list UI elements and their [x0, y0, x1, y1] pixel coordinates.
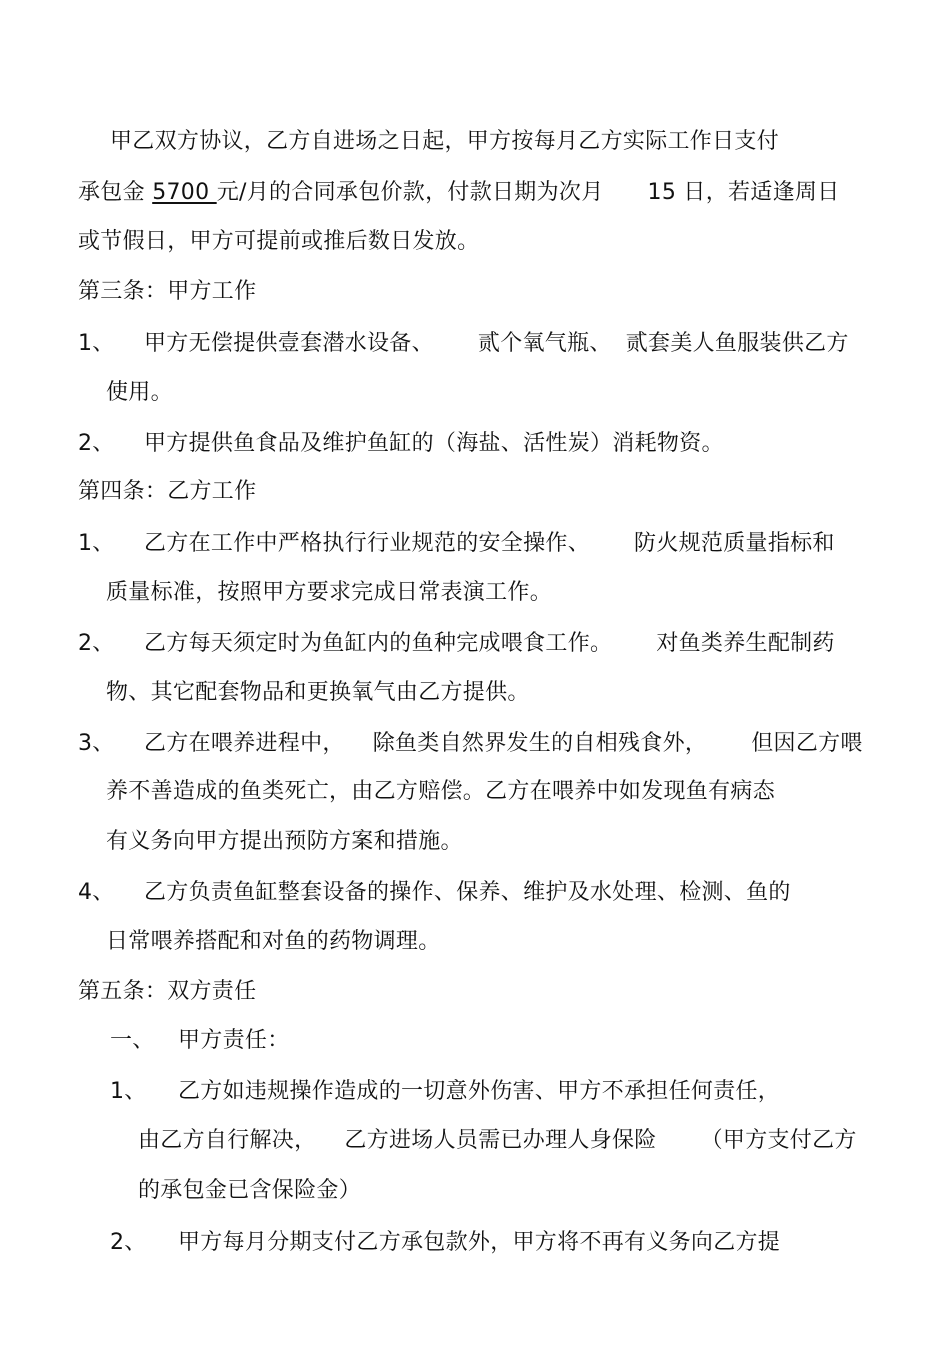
article4-item-1 — [78, 529, 115, 559]
payment-line-3 — [78, 227, 479, 257]
item-text: 使用。 — [106, 380, 173, 405]
item-number: 2、 — [78, 431, 115, 456]
subsection-heading: 甲方责任： — [178, 1028, 290, 1053]
item-text: 甲方每月分期支付乙方承包款外，甲方将不再有义务向乙方提 — [178, 1230, 781, 1255]
article4-item-1-cont — [106, 578, 552, 608]
item-text: 日常喂养搭配和对鱼的药物调理。 — [106, 929, 441, 954]
article5-item-2-text — [178, 1228, 780, 1258]
article3-heading — [78, 277, 256, 307]
item-text: 乙方在工作中严格执行行业规范的安全操作、 — [144, 531, 591, 556]
section-heading: 第三条：甲方工作 — [78, 279, 257, 304]
payment-line-1 — [110, 127, 779, 157]
payment-text: 或节假日，甲方可提前或推后数日发放。 — [78, 229, 480, 254]
item-text: 有义务向甲方提出预防方案和措施。 — [106, 829, 463, 854]
article3-item-1 — [78, 329, 115, 359]
article4-heading — [78, 477, 256, 507]
item-number: 2、 — [78, 631, 115, 656]
article4-item-2 — [78, 629, 115, 659]
item-text: 养不善造成的鱼类死亡，由乙方赔偿。乙方在喂养中如发现鱼有病态 — [106, 779, 776, 804]
article4-item-3-cont-1 — [106, 777, 775, 807]
article5-item-1 — [110, 1077, 147, 1107]
item-number: 4、 — [78, 880, 115, 905]
item-text: 乙方负责鱼缸整套设备的操作、保养、维护及水处理、检测、鱼的 — [144, 880, 791, 905]
article4-item-2-cont — [106, 678, 530, 708]
item-text: 对鱼类养生配制药 — [656, 631, 835, 656]
article4-item-1-text — [144, 529, 835, 559]
article5-sub-1 — [110, 1026, 155, 1056]
item-text: 质量标准，按照甲方要求完成日常表演工作。 — [106, 580, 553, 605]
payment-text: 甲乙双方协议，乙方自进场之日起，甲方按每月乙方实际工作日支付 — [110, 129, 780, 154]
item-text: 贰套美人鱼服装供乙方 — [625, 331, 849, 356]
item-text: 防火规范质量指标和 — [634, 531, 835, 556]
article3-item-2-text — [144, 429, 724, 459]
item-text: 物、其它配套物品和更换氧气由乙方提供。 — [106, 680, 530, 705]
payment-text: 承包金 — [78, 180, 153, 205]
item-text: 但因乙方喂 — [751, 731, 863, 756]
item-text: 乙方如违规操作造成的一切意外伤害、甲方不承担任何责任， — [178, 1079, 781, 1104]
item-text: 的承包金已含保险金） — [138, 1178, 362, 1203]
item-number: 2、 — [110, 1230, 147, 1255]
article4-item-4-text — [144, 878, 791, 908]
item-text: 甲方提供鱼食品及维护鱼缸的（海盐、活性炭）消耗物资。 — [144, 431, 724, 456]
article5-heading — [78, 977, 256, 1007]
section-heading: 第四条：乙方工作 — [78, 479, 257, 504]
article5-item-1-text — [178, 1077, 780, 1107]
article4-item-4-cont — [106, 927, 441, 957]
article3-item-1-cont — [106, 378, 173, 408]
article4-item-2-text — [144, 629, 835, 659]
item-text: 贰个氧气瓶、 — [477, 331, 612, 356]
item-text: 甲方无偿提供壹套潜水设备、 — [144, 331, 434, 356]
item-text: 乙方每天须定时为鱼缸内的鱼种完成喂食工作。 — [144, 631, 613, 656]
item-number: 1、 — [78, 331, 115, 356]
article4-item-3-cont-2 — [106, 827, 463, 857]
article5-sub-1-text — [178, 1026, 290, 1056]
article3-item-2 — [78, 429, 115, 459]
item-text: 由乙方自行解决， — [138, 1128, 317, 1153]
article5-item-1-cont — [138, 1126, 857, 1156]
item-text: 乙方进场人员需已办理人身保险 — [344, 1128, 657, 1153]
item-number: 一、 — [110, 1028, 155, 1053]
article5-item-2 — [110, 1228, 147, 1258]
item-number: 3、 — [78, 731, 115, 756]
article4-item-3-text — [144, 729, 863, 759]
article3-item-1-text — [144, 329, 849, 359]
contract-amount: 5700 — [152, 180, 217, 205]
article5-item-1-cont-2 — [138, 1176, 361, 1206]
item-number: 1、 — [110, 1079, 147, 1104]
item-text: 除鱼类自然界发生的自相残食外， — [372, 731, 708, 756]
article4-item-4 — [78, 878, 115, 908]
item-text: （甲方支付乙方 — [700, 1128, 857, 1153]
section-heading: 第五条：双方责任 — [78, 979, 257, 1004]
payment-line-2 — [78, 178, 840, 208]
item-text: 乙方在喂养进程中， — [144, 731, 345, 756]
item-number: 1、 — [78, 531, 115, 556]
payment-text: 元/月的合同承包价款，付款日期为次月 — [216, 180, 604, 205]
article4-item-3 — [78, 729, 115, 759]
payment-date: 15 日，若适逢周日 — [647, 180, 840, 205]
